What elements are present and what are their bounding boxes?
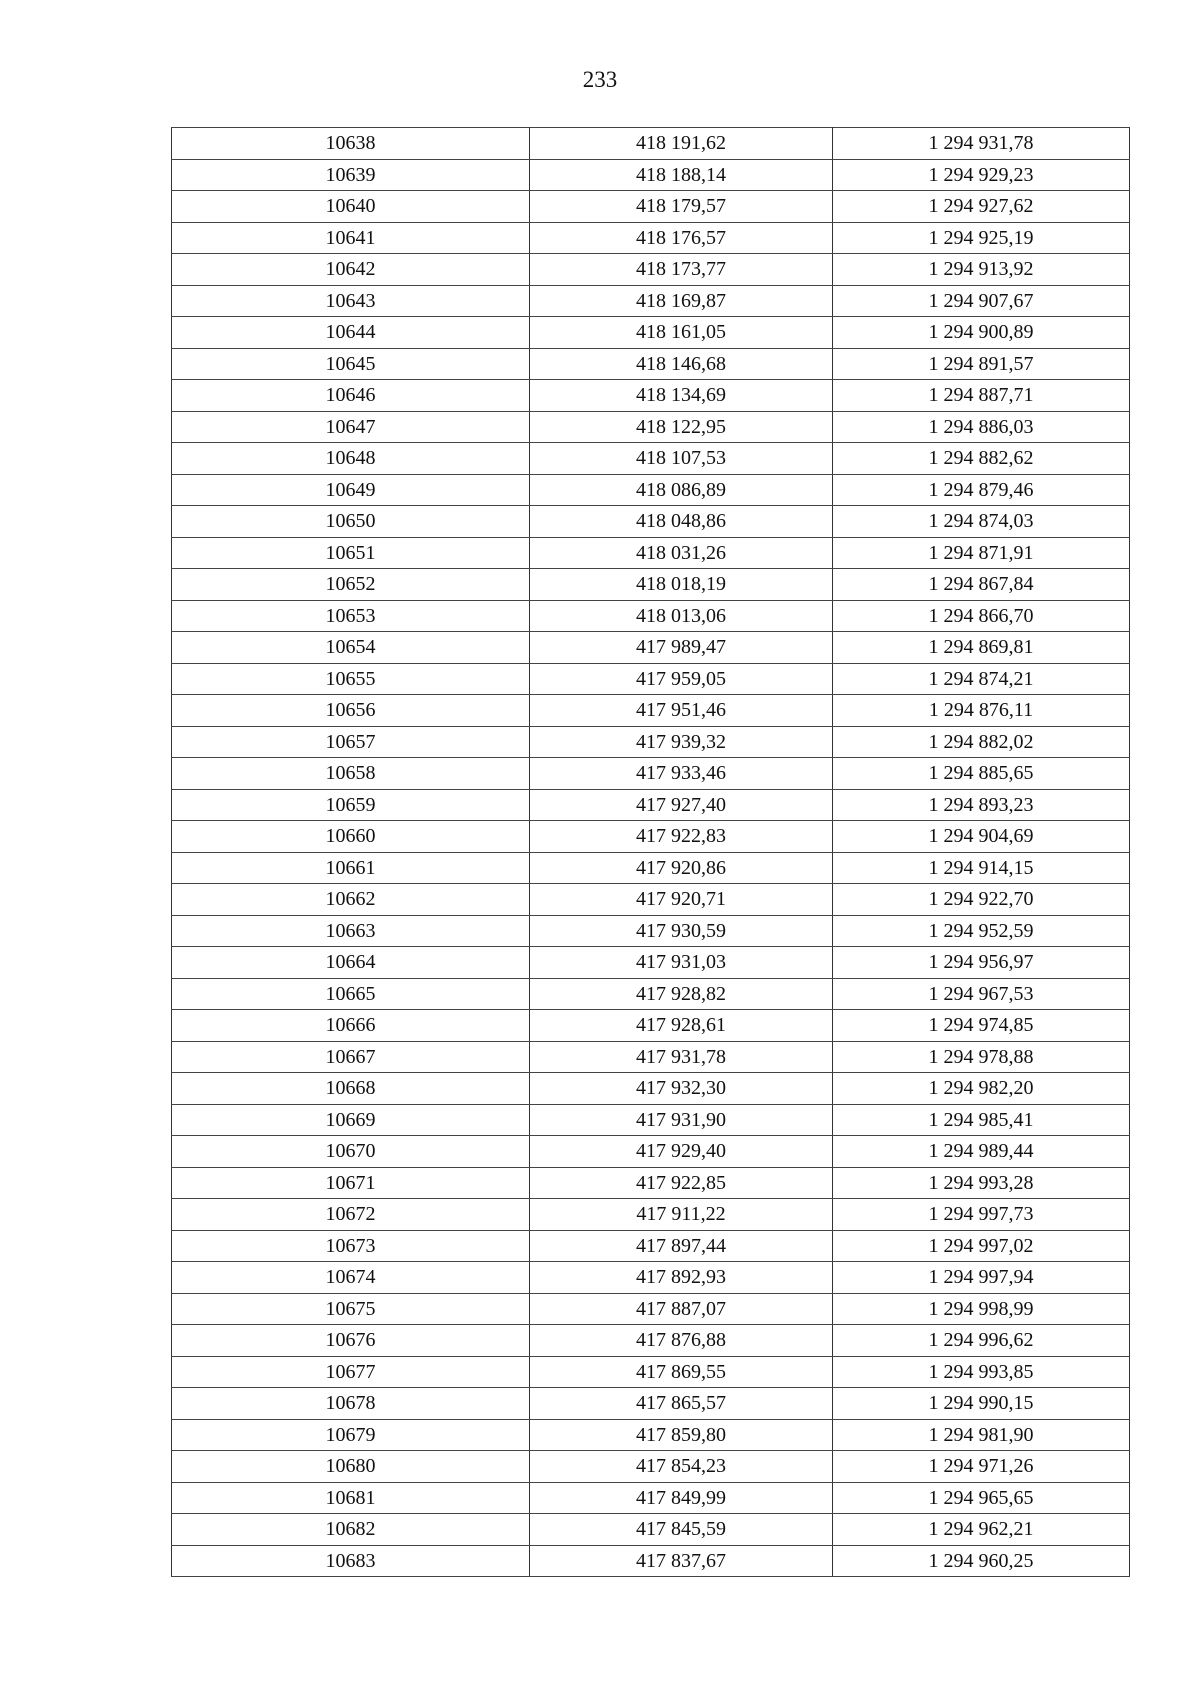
point-number-cell: 10653: [172, 600, 530, 632]
table-row: [172, 726, 1130, 758]
y-coordinate-cell: 1 294 967,53: [833, 978, 1130, 1010]
point-number-cell: 10674: [172, 1262, 530, 1294]
table-row: [172, 1482, 1130, 1514]
y-coordinate-cell: 1 294 997,94: [833, 1262, 1130, 1294]
point-number-cell: 10673: [172, 1230, 530, 1262]
x-coordinate-cell: 418 169,87: [530, 285, 833, 317]
x-coordinate-cell: 417 939,32: [530, 726, 833, 758]
point-number-cell: 10657: [172, 726, 530, 758]
point-number-cell: 10642: [172, 254, 530, 286]
y-coordinate-cell: 1 294 993,85: [833, 1356, 1130, 1388]
x-coordinate-cell: 418 188,14: [530, 159, 833, 191]
x-coordinate-cell: 418 013,06: [530, 600, 833, 632]
x-coordinate-cell: 417 922,83: [530, 821, 833, 853]
table-row: [172, 1325, 1130, 1357]
point-number-cell: 10643: [172, 285, 530, 317]
point-number-cell: 10656: [172, 695, 530, 727]
table-row: [172, 1356, 1130, 1388]
x-coordinate-cell: 418 107,53: [530, 443, 833, 475]
x-coordinate-cell: 417 859,80: [530, 1419, 833, 1451]
table-row: [172, 222, 1130, 254]
point-number-cell: 10678: [172, 1388, 530, 1420]
table-row: [172, 1545, 1130, 1577]
x-coordinate-cell: 417 837,67: [530, 1545, 833, 1577]
point-number-cell: 10648: [172, 443, 530, 475]
table-row: [172, 1073, 1130, 1105]
y-coordinate-cell: 1 294 998,99: [833, 1293, 1130, 1325]
y-coordinate-cell: 1 294 874,21: [833, 663, 1130, 695]
y-coordinate-cell: 1 294 871,91: [833, 537, 1130, 569]
point-number-cell: 10644: [172, 317, 530, 349]
x-coordinate-cell: 417 951,46: [530, 695, 833, 727]
x-coordinate-cell: 417 922,85: [530, 1167, 833, 1199]
point-number-cell: 10651: [172, 537, 530, 569]
table-row: [172, 1293, 1130, 1325]
point-number-cell: 10675: [172, 1293, 530, 1325]
x-coordinate-cell: 417 931,78: [530, 1041, 833, 1073]
x-coordinate-cell: 417 931,90: [530, 1104, 833, 1136]
y-coordinate-cell: 1 294 925,19: [833, 222, 1130, 254]
y-coordinate-cell: 1 294 876,11: [833, 695, 1130, 727]
point-number-cell: 10655: [172, 663, 530, 695]
y-coordinate-cell: 1 294 997,73: [833, 1199, 1130, 1231]
point-number-cell: 10640: [172, 191, 530, 223]
table-row: [172, 506, 1130, 538]
table-row: [172, 1388, 1130, 1420]
point-number-cell: 10638: [172, 128, 530, 160]
y-coordinate-cell: 1 294 929,23: [833, 159, 1130, 191]
y-coordinate-cell: 1 294 869,81: [833, 632, 1130, 664]
point-number-cell: 10649: [172, 474, 530, 506]
y-coordinate-cell: 1 294 965,65: [833, 1482, 1130, 1514]
x-coordinate-cell: 417 920,86: [530, 852, 833, 884]
y-coordinate-cell: 1 294 956,97: [833, 947, 1130, 979]
y-coordinate-cell: 1 294 927,62: [833, 191, 1130, 223]
table-row: [172, 128, 1130, 160]
point-number-cell: 10671: [172, 1167, 530, 1199]
x-coordinate-cell: 417 929,40: [530, 1136, 833, 1168]
point-number-cell: 10663: [172, 915, 530, 947]
table-row: [172, 348, 1130, 380]
y-coordinate-cell: 1 294 993,28: [833, 1167, 1130, 1199]
point-number-cell: 10680: [172, 1451, 530, 1483]
y-coordinate-cell: 1 294 960,25: [833, 1545, 1130, 1577]
y-coordinate-cell: 1 294 879,46: [833, 474, 1130, 506]
y-coordinate-cell: 1 294 971,26: [833, 1451, 1130, 1483]
x-coordinate-cell: 418 018,19: [530, 569, 833, 601]
x-coordinate-cell: 417 854,23: [530, 1451, 833, 1483]
point-number-cell: 10639: [172, 159, 530, 191]
x-coordinate-cell: 418 122,95: [530, 411, 833, 443]
table-row: [172, 1104, 1130, 1136]
x-coordinate-cell: 418 179,57: [530, 191, 833, 223]
x-coordinate-cell: 418 086,89: [530, 474, 833, 506]
y-coordinate-cell: 1 294 952,59: [833, 915, 1130, 947]
table-row: [172, 380, 1130, 412]
y-coordinate-cell: 1 294 891,57: [833, 348, 1130, 380]
y-coordinate-cell: 1 294 914,15: [833, 852, 1130, 884]
table-row: [172, 443, 1130, 475]
y-coordinate-cell: 1 294 996,62: [833, 1325, 1130, 1357]
x-coordinate-cell: 417 920,71: [530, 884, 833, 916]
x-coordinate-cell: 418 048,86: [530, 506, 833, 538]
x-coordinate-cell: 418 161,05: [530, 317, 833, 349]
x-coordinate-cell: 418 031,26: [530, 537, 833, 569]
y-coordinate-cell: 1 294 985,41: [833, 1104, 1130, 1136]
table-row: [172, 632, 1130, 664]
point-number-cell: 10683: [172, 1545, 530, 1577]
x-coordinate-cell: 417 865,57: [530, 1388, 833, 1420]
x-coordinate-cell: 417 887,07: [530, 1293, 833, 1325]
table-row: [172, 1451, 1130, 1483]
table-row: [172, 1041, 1130, 1073]
x-coordinate-cell: 417 892,93: [530, 1262, 833, 1294]
y-coordinate-cell: 1 294 904,69: [833, 821, 1130, 853]
table-row: [172, 1199, 1130, 1231]
table-row: [172, 1010, 1130, 1042]
y-coordinate-cell: 1 294 867,84: [833, 569, 1130, 601]
coordinates-table-body: [172, 128, 1130, 1577]
x-coordinate-cell: 418 191,62: [530, 128, 833, 160]
point-number-cell: 10647: [172, 411, 530, 443]
y-coordinate-cell: 1 294 907,67: [833, 285, 1130, 317]
x-coordinate-cell: 417 931,03: [530, 947, 833, 979]
coordinates-table: [171, 127, 1130, 1577]
table-row: [172, 821, 1130, 853]
x-coordinate-cell: 417 845,59: [530, 1514, 833, 1546]
y-coordinate-cell: 1 294 866,70: [833, 600, 1130, 632]
point-number-cell: 10659: [172, 789, 530, 821]
table-row: [172, 600, 1130, 632]
table-row: [172, 317, 1130, 349]
point-number-cell: 10682: [172, 1514, 530, 1546]
table-row: [172, 884, 1130, 916]
y-coordinate-cell: 1 294 922,70: [833, 884, 1130, 916]
table-row: [172, 159, 1130, 191]
x-coordinate-cell: 417 930,59: [530, 915, 833, 947]
point-number-cell: 10672: [172, 1199, 530, 1231]
table-row: [172, 254, 1130, 286]
point-number-cell: 10666: [172, 1010, 530, 1042]
point-number-cell: 10676: [172, 1325, 530, 1357]
point-number-cell: 10679: [172, 1419, 530, 1451]
y-coordinate-cell: 1 294 982,20: [833, 1073, 1130, 1105]
y-coordinate-cell: 1 294 974,85: [833, 1010, 1130, 1042]
x-coordinate-cell: 417 927,40: [530, 789, 833, 821]
table-row: [172, 1514, 1130, 1546]
table-row: [172, 285, 1130, 317]
x-coordinate-cell: 417 928,61: [530, 1010, 833, 1042]
point-number-cell: 10665: [172, 978, 530, 1010]
table-row: [172, 663, 1130, 695]
y-coordinate-cell: 1 294 913,92: [833, 254, 1130, 286]
x-coordinate-cell: 418 173,77: [530, 254, 833, 286]
x-coordinate-cell: 418 134,69: [530, 380, 833, 412]
table-row: [172, 1419, 1130, 1451]
x-coordinate-cell: 417 932,30: [530, 1073, 833, 1105]
x-coordinate-cell: 417 869,55: [530, 1356, 833, 1388]
y-coordinate-cell: 1 294 931,78: [833, 128, 1130, 160]
x-coordinate-cell: 417 933,46: [530, 758, 833, 790]
table-row: [172, 569, 1130, 601]
table-row: [172, 947, 1130, 979]
x-coordinate-cell: 417 911,22: [530, 1199, 833, 1231]
x-coordinate-cell: 417 928,82: [530, 978, 833, 1010]
x-coordinate-cell: 417 849,99: [530, 1482, 833, 1514]
y-coordinate-cell: 1 294 885,65: [833, 758, 1130, 790]
point-number-cell: 10677: [172, 1356, 530, 1388]
table-row: [172, 915, 1130, 947]
point-number-cell: 10658: [172, 758, 530, 790]
y-coordinate-cell: 1 294 886,03: [833, 411, 1130, 443]
point-number-cell: 10654: [172, 632, 530, 664]
table-row: [172, 191, 1130, 223]
point-number-cell: 10681: [172, 1482, 530, 1514]
point-number-cell: 10662: [172, 884, 530, 916]
point-number-cell: 10650: [172, 506, 530, 538]
table-row: [172, 1167, 1130, 1199]
x-coordinate-cell: 418 176,57: [530, 222, 833, 254]
point-number-cell: 10641: [172, 222, 530, 254]
y-coordinate-cell: 1 294 900,89: [833, 317, 1130, 349]
table-row: [172, 758, 1130, 790]
y-coordinate-cell: 1 294 882,02: [833, 726, 1130, 758]
table-row: [172, 978, 1130, 1010]
table-row: [172, 411, 1130, 443]
table-row: [172, 1262, 1130, 1294]
y-coordinate-cell: 1 294 962,21: [833, 1514, 1130, 1546]
y-coordinate-cell: 1 294 997,02: [833, 1230, 1130, 1262]
table-row: [172, 537, 1130, 569]
y-coordinate-cell: 1 294 882,62: [833, 443, 1130, 475]
point-number-cell: 10645: [172, 348, 530, 380]
y-coordinate-cell: 1 294 989,44: [833, 1136, 1130, 1168]
table-row: [172, 695, 1130, 727]
point-number-cell: 10661: [172, 852, 530, 884]
point-number-cell: 10670: [172, 1136, 530, 1168]
y-coordinate-cell: 1 294 874,03: [833, 506, 1130, 538]
point-number-cell: 10652: [172, 569, 530, 601]
point-number-cell: 10668: [172, 1073, 530, 1105]
y-coordinate-cell: 1 294 887,71: [833, 380, 1130, 412]
y-coordinate-cell: 1 294 981,90: [833, 1419, 1130, 1451]
point-number-cell: 10660: [172, 821, 530, 853]
point-number-cell: 10669: [172, 1104, 530, 1136]
table-row: [172, 789, 1130, 821]
table-row: [172, 1136, 1130, 1168]
table-row: [172, 1230, 1130, 1262]
x-coordinate-cell: 417 897,44: [530, 1230, 833, 1262]
y-coordinate-cell: 1 294 893,23: [833, 789, 1130, 821]
table-row: [172, 852, 1130, 884]
y-coordinate-cell: 1 294 990,15: [833, 1388, 1130, 1420]
point-number-cell: 10646: [172, 380, 530, 412]
y-coordinate-cell: 1 294 978,88: [833, 1041, 1130, 1073]
x-coordinate-cell: 417 989,47: [530, 632, 833, 664]
table-row: [172, 474, 1130, 506]
point-number-cell: 10664: [172, 947, 530, 979]
page-number: 233: [582, 67, 618, 92]
x-coordinate-cell: 418 146,68: [530, 348, 833, 380]
point-number-cell: 10667: [172, 1041, 530, 1073]
x-coordinate-cell: 417 959,05: [530, 663, 833, 695]
x-coordinate-cell: 417 876,88: [530, 1325, 833, 1357]
